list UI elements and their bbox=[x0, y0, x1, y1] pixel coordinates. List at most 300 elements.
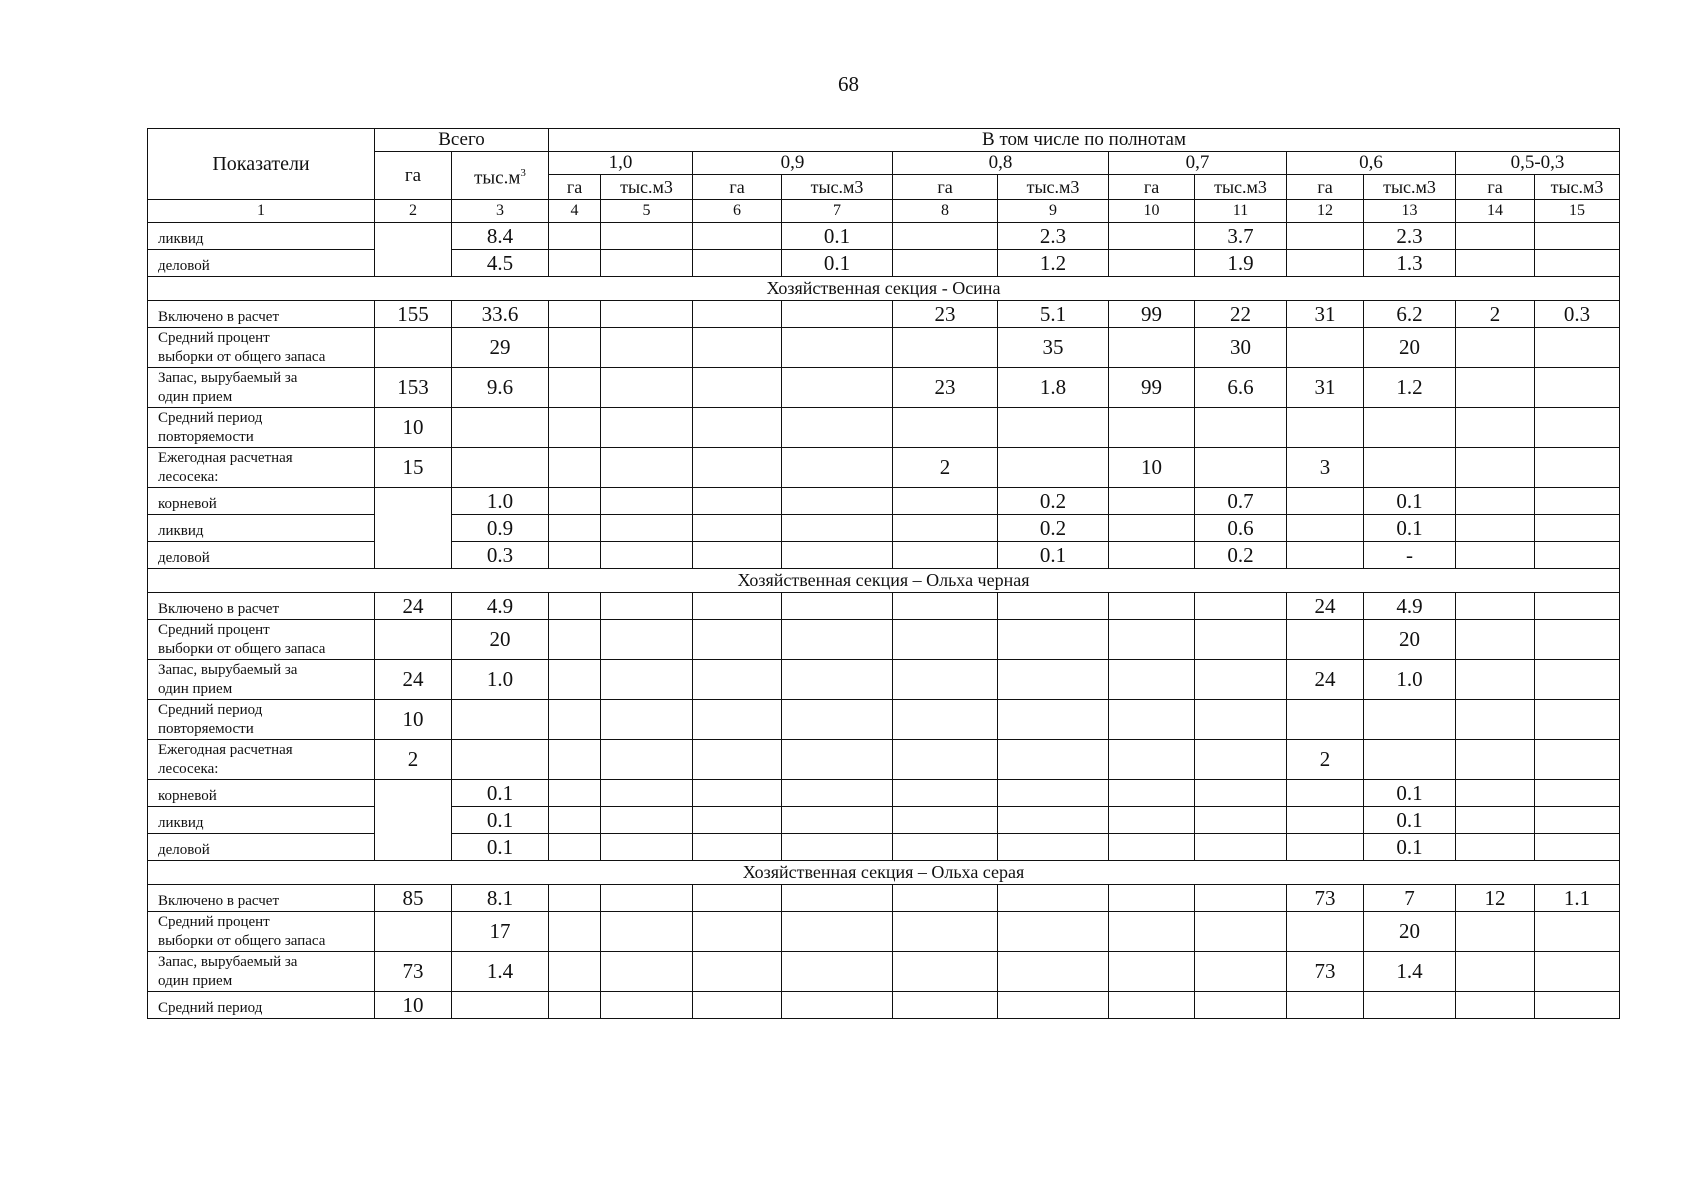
table-cell bbox=[1535, 488, 1620, 515]
table-cell bbox=[893, 660, 998, 700]
table-cell bbox=[1535, 448, 1620, 488]
table-cell bbox=[998, 780, 1109, 807]
table-cell: 0.1 bbox=[452, 807, 549, 834]
table-cell bbox=[1535, 834, 1620, 861]
column-number: 7 bbox=[782, 200, 893, 223]
table-cell bbox=[1456, 408, 1535, 448]
table-cell: 10 bbox=[1109, 448, 1195, 488]
header-density-4: 0,7 bbox=[1109, 152, 1287, 175]
table-cell bbox=[693, 620, 782, 660]
section-row bbox=[148, 277, 1620, 301]
table-row bbox=[148, 834, 1620, 861]
column-number: 1 bbox=[148, 200, 375, 223]
table-cell bbox=[549, 952, 601, 992]
table-cell bbox=[1535, 807, 1620, 834]
table-row bbox=[148, 250, 1620, 277]
table-cell bbox=[893, 408, 998, 448]
row-label: Средний процент выборки от общего запаса bbox=[148, 328, 375, 368]
table-cell bbox=[1456, 448, 1535, 488]
column-number: 3 bbox=[452, 200, 549, 223]
header-unit-m3: тыс.м3 bbox=[1195, 175, 1287, 200]
table-cell bbox=[601, 488, 693, 515]
table-cell: 30 bbox=[1195, 328, 1287, 368]
table-cell bbox=[1456, 368, 1535, 408]
table-cell bbox=[1456, 834, 1535, 861]
table-cell bbox=[1195, 700, 1287, 740]
table-cell: 0.1 bbox=[452, 780, 549, 807]
table-cell bbox=[601, 952, 693, 992]
table-cell bbox=[1364, 448, 1456, 488]
table-cell bbox=[1535, 780, 1620, 807]
table-cell bbox=[1287, 515, 1364, 542]
column-number: 15 bbox=[1535, 200, 1620, 223]
table-cell bbox=[693, 834, 782, 861]
table-cell: 24 bbox=[1287, 593, 1364, 620]
table-cell bbox=[601, 992, 693, 1019]
table-cell bbox=[375, 328, 452, 368]
table-cell bbox=[782, 780, 893, 807]
table-cell bbox=[1109, 488, 1195, 515]
table-cell bbox=[549, 593, 601, 620]
row-label: корневой bbox=[148, 488, 375, 515]
table-cell bbox=[782, 740, 893, 780]
table-cell bbox=[549, 368, 601, 408]
table-cell bbox=[1456, 807, 1535, 834]
row-label: деловой bbox=[148, 250, 375, 277]
table-cell: 20 bbox=[1364, 620, 1456, 660]
column-number: 9 bbox=[998, 200, 1109, 223]
row-label: ликвид bbox=[148, 223, 375, 250]
table-cell bbox=[375, 912, 452, 952]
table-cell: 0.1 bbox=[782, 250, 893, 277]
table-cell: 8.4 bbox=[452, 223, 549, 250]
table-cell bbox=[1109, 780, 1195, 807]
table-cell bbox=[782, 834, 893, 861]
table-cell bbox=[1109, 740, 1195, 780]
table-cell: 1.1 bbox=[1535, 885, 1620, 912]
table-cell bbox=[893, 488, 998, 515]
table-cell bbox=[601, 328, 693, 368]
table-cell bbox=[1287, 780, 1364, 807]
table-cell: 3.7 bbox=[1195, 223, 1287, 250]
table-row bbox=[148, 515, 1620, 542]
column-number: 8 bbox=[893, 200, 998, 223]
table-cell bbox=[893, 952, 998, 992]
table-cell bbox=[1109, 542, 1195, 569]
table-cell: 0.2 bbox=[998, 488, 1109, 515]
table-row bbox=[148, 223, 1620, 250]
table-cell bbox=[601, 834, 693, 861]
table-cell bbox=[998, 660, 1109, 700]
table-cell bbox=[1109, 992, 1195, 1019]
table-cell bbox=[549, 807, 601, 834]
table-cell bbox=[1195, 885, 1287, 912]
table-cell bbox=[549, 912, 601, 952]
table-cell bbox=[1535, 912, 1620, 952]
table-cell bbox=[893, 834, 998, 861]
header-unit-ha: га bbox=[1456, 175, 1535, 200]
table-cell bbox=[1535, 515, 1620, 542]
row-label: Включено в расчет bbox=[148, 885, 375, 912]
header-unit-ha: га bbox=[893, 175, 998, 200]
table-cell bbox=[1456, 912, 1535, 952]
table-cell bbox=[893, 223, 998, 250]
table-cell bbox=[375, 780, 452, 861]
table-cell bbox=[601, 223, 693, 250]
table-cell bbox=[601, 301, 693, 328]
header-density-6: 0,5-0,3 bbox=[1456, 152, 1620, 175]
table-cell bbox=[1287, 488, 1364, 515]
row-label: Ежегодная расчетная лесосека: bbox=[148, 740, 375, 780]
table-cell bbox=[1287, 250, 1364, 277]
table-cell bbox=[693, 660, 782, 700]
table-cell bbox=[1456, 250, 1535, 277]
table-cell bbox=[1109, 885, 1195, 912]
table-cell bbox=[998, 807, 1109, 834]
table-cell bbox=[1109, 700, 1195, 740]
table-cell bbox=[1109, 328, 1195, 368]
table-cell: 6.6 bbox=[1195, 368, 1287, 408]
table-cell: 85 bbox=[375, 885, 452, 912]
table-cell bbox=[893, 250, 998, 277]
table-cell: 17 bbox=[452, 912, 549, 952]
table-row bbox=[148, 912, 1620, 952]
section-row bbox=[148, 861, 1620, 885]
section-title: Хозяйственная секция - Осина bbox=[148, 277, 1620, 301]
row-label: деловой bbox=[148, 834, 375, 861]
row-label: Средний процент выборки от общего запаса bbox=[148, 620, 375, 660]
table-cell: 1.3 bbox=[1364, 250, 1456, 277]
table-cell: 20 bbox=[1364, 912, 1456, 952]
table-cell bbox=[782, 301, 893, 328]
column-number: 10 bbox=[1109, 200, 1195, 223]
table-cell: 1.4 bbox=[452, 952, 549, 992]
table-cell bbox=[1109, 660, 1195, 700]
table-cell bbox=[1535, 328, 1620, 368]
table-cell: 22 bbox=[1195, 301, 1287, 328]
header-unit-m3: тыс.м3 bbox=[998, 175, 1109, 200]
table-cell bbox=[1456, 488, 1535, 515]
table-cell: 155 bbox=[375, 301, 452, 328]
table-cell bbox=[893, 912, 998, 952]
header-density-1: 1,0 bbox=[549, 152, 693, 175]
table-cell bbox=[1287, 992, 1364, 1019]
table-cell bbox=[601, 660, 693, 700]
table-cell bbox=[1195, 912, 1287, 952]
table-cell bbox=[1195, 952, 1287, 992]
table-cell: 0.3 bbox=[452, 542, 549, 569]
table-cell bbox=[549, 834, 601, 861]
table-cell bbox=[601, 542, 693, 569]
header-unit-ha: га bbox=[1287, 175, 1364, 200]
header-indicators: Показатели bbox=[148, 129, 375, 200]
table-cell bbox=[998, 448, 1109, 488]
table-cell bbox=[693, 700, 782, 740]
table-cell bbox=[782, 952, 893, 992]
table-cell bbox=[1287, 620, 1364, 660]
table-cell: 10 bbox=[375, 992, 452, 1019]
table-row bbox=[148, 780, 1620, 807]
table-cell bbox=[549, 408, 601, 448]
row-label: Средний процент выборки от общего запаса bbox=[148, 912, 375, 952]
table-row bbox=[148, 542, 1620, 569]
table-cell: 0.1 bbox=[782, 223, 893, 250]
table-cell: 6.2 bbox=[1364, 301, 1456, 328]
table-cell bbox=[601, 593, 693, 620]
table-row bbox=[148, 448, 1620, 488]
table-cell bbox=[601, 780, 693, 807]
table-cell bbox=[1195, 807, 1287, 834]
table-cell: 7 bbox=[1364, 885, 1456, 912]
table-cell bbox=[693, 250, 782, 277]
table-cell bbox=[601, 912, 693, 952]
table-row bbox=[148, 301, 1620, 328]
header-total-ha: га bbox=[375, 152, 452, 200]
table-cell: 0.1 bbox=[998, 542, 1109, 569]
table-cell bbox=[1195, 834, 1287, 861]
table-cell bbox=[693, 885, 782, 912]
table-cell bbox=[1456, 515, 1535, 542]
table-cell: 29 bbox=[452, 328, 549, 368]
table-cell bbox=[1456, 740, 1535, 780]
table-cell bbox=[549, 515, 601, 542]
table-cell bbox=[375, 488, 452, 569]
table-cell bbox=[1109, 408, 1195, 448]
table-cell: 3 bbox=[1287, 448, 1364, 488]
column-number: 2 bbox=[375, 200, 452, 223]
table-cell bbox=[1109, 952, 1195, 992]
table-cell bbox=[1535, 593, 1620, 620]
table-cell: 31 bbox=[1287, 368, 1364, 408]
table-cell: 35 bbox=[998, 328, 1109, 368]
table-cell bbox=[601, 250, 693, 277]
table-cell bbox=[1195, 780, 1287, 807]
table-cell bbox=[782, 448, 893, 488]
column-number: 13 bbox=[1364, 200, 1456, 223]
header-density-3: 0,8 bbox=[893, 152, 1109, 175]
table-cell: 153 bbox=[375, 368, 452, 408]
cutting-table bbox=[147, 128, 1620, 1019]
table-cell bbox=[549, 488, 601, 515]
table-cell bbox=[1195, 593, 1287, 620]
table-cell: 1.2 bbox=[998, 250, 1109, 277]
table-cell bbox=[693, 515, 782, 542]
table-cell bbox=[1287, 834, 1364, 861]
table-cell bbox=[693, 328, 782, 368]
table-cell bbox=[452, 408, 549, 448]
table-cell bbox=[1456, 780, 1535, 807]
table-cell bbox=[782, 408, 893, 448]
table-cell: 1.4 bbox=[1364, 952, 1456, 992]
table-cell: 1.0 bbox=[452, 488, 549, 515]
table-cell bbox=[782, 542, 893, 569]
table-cell bbox=[693, 593, 782, 620]
table-cell bbox=[1535, 740, 1620, 780]
table-cell bbox=[1287, 542, 1364, 569]
table-cell bbox=[998, 992, 1109, 1019]
table-cell bbox=[693, 992, 782, 1019]
row-label: Включено в расчет bbox=[148, 593, 375, 620]
table-cell: 5.1 bbox=[998, 301, 1109, 328]
table-cell bbox=[893, 885, 998, 912]
table-cell bbox=[893, 780, 998, 807]
table-cell bbox=[1109, 834, 1195, 861]
table-cell bbox=[782, 885, 893, 912]
table-cell: 10 bbox=[375, 700, 452, 740]
table-cell bbox=[1287, 912, 1364, 952]
table-row bbox=[148, 593, 1620, 620]
table-cell bbox=[998, 700, 1109, 740]
table-cell bbox=[601, 368, 693, 408]
table-cell bbox=[601, 620, 693, 660]
table-cell bbox=[1535, 250, 1620, 277]
table-cell bbox=[1109, 250, 1195, 277]
table-row bbox=[148, 660, 1620, 700]
table-cell: 2 bbox=[1287, 740, 1364, 780]
column-number: 4 bbox=[549, 200, 601, 223]
table-cell: 99 bbox=[1109, 301, 1195, 328]
table-cell bbox=[1364, 700, 1456, 740]
table-cell bbox=[1456, 660, 1535, 700]
row-label: Средний период bbox=[148, 992, 375, 1019]
table-cell bbox=[782, 515, 893, 542]
table-cell bbox=[1535, 368, 1620, 408]
table-cell bbox=[601, 740, 693, 780]
table-cell bbox=[693, 807, 782, 834]
table-cell: 0.1 bbox=[1364, 807, 1456, 834]
table-cell: 0.9 bbox=[452, 515, 549, 542]
section-row bbox=[148, 569, 1620, 593]
table-cell bbox=[998, 740, 1109, 780]
table-cell bbox=[452, 740, 549, 780]
table-cell bbox=[1535, 223, 1620, 250]
table-cell: 9.6 bbox=[452, 368, 549, 408]
table-cell bbox=[693, 952, 782, 992]
table-cell bbox=[452, 992, 549, 1019]
table-cell bbox=[1456, 542, 1535, 569]
row-label: Средний период повторяемости bbox=[148, 408, 375, 448]
table-cell bbox=[893, 740, 998, 780]
table-cell bbox=[782, 488, 893, 515]
table-cell: 4.5 bbox=[452, 250, 549, 277]
table-cell bbox=[1287, 807, 1364, 834]
table-cell bbox=[601, 807, 693, 834]
table-cell bbox=[693, 542, 782, 569]
row-label: ликвид bbox=[148, 515, 375, 542]
table-cell: 4.9 bbox=[1364, 593, 1456, 620]
table-cell bbox=[782, 700, 893, 740]
table-cell bbox=[998, 885, 1109, 912]
table-cell bbox=[782, 593, 893, 620]
table-cell: 2 bbox=[893, 448, 998, 488]
table-cell bbox=[601, 885, 693, 912]
table-cell bbox=[549, 700, 601, 740]
table-cell bbox=[1364, 992, 1456, 1019]
table-cell bbox=[452, 448, 549, 488]
table-cell: 0.1 bbox=[452, 834, 549, 861]
table-cell bbox=[1364, 408, 1456, 448]
table-cell bbox=[549, 250, 601, 277]
table-cell: - bbox=[1364, 542, 1456, 569]
table-cell bbox=[1195, 408, 1287, 448]
table-cell bbox=[549, 542, 601, 569]
table-cell: 1.0 bbox=[1364, 660, 1456, 700]
table-cell: 33.6 bbox=[452, 301, 549, 328]
table-cell bbox=[1456, 593, 1535, 620]
column-number: 11 bbox=[1195, 200, 1287, 223]
table-cell bbox=[693, 912, 782, 952]
table-cell: 1.0 bbox=[452, 660, 549, 700]
column-number: 5 bbox=[601, 200, 693, 223]
header-total: Всего bbox=[375, 129, 549, 152]
table-cell bbox=[601, 408, 693, 448]
table-cell bbox=[549, 885, 601, 912]
row-label: Включено в расчет bbox=[148, 301, 375, 328]
table-cell: 2.3 bbox=[998, 223, 1109, 250]
table-cell bbox=[549, 620, 601, 660]
row-label: Запас, вырубаемый за один прием bbox=[148, 952, 375, 992]
table-cell bbox=[782, 660, 893, 700]
table-row bbox=[148, 408, 1620, 448]
table-cell: 0.1 bbox=[1364, 488, 1456, 515]
table-cell: 20 bbox=[1364, 328, 1456, 368]
table-cell bbox=[893, 700, 998, 740]
table-cell bbox=[693, 740, 782, 780]
table-cell: 24 bbox=[375, 593, 452, 620]
header-unit-ha: га bbox=[549, 175, 601, 200]
table-cell bbox=[693, 488, 782, 515]
table-cell bbox=[601, 515, 693, 542]
table-cell bbox=[1535, 620, 1620, 660]
table-cell: 0.1 bbox=[1364, 515, 1456, 542]
page-number: 68 bbox=[838, 72, 859, 96]
table-cell bbox=[601, 448, 693, 488]
table-row bbox=[148, 620, 1620, 660]
table-cell bbox=[375, 620, 452, 660]
column-number: 12 bbox=[1287, 200, 1364, 223]
table-cell bbox=[782, 912, 893, 952]
table-row bbox=[148, 488, 1620, 515]
table-cell bbox=[601, 700, 693, 740]
table-cell bbox=[1195, 448, 1287, 488]
table-cell: 1.2 bbox=[1364, 368, 1456, 408]
row-label: корневой bbox=[148, 780, 375, 807]
table-cell bbox=[998, 593, 1109, 620]
table-cell: 1.8 bbox=[998, 368, 1109, 408]
table-cell: 0.3 bbox=[1535, 301, 1620, 328]
row-label: ликвид bbox=[148, 807, 375, 834]
table-cell bbox=[893, 807, 998, 834]
table-cell bbox=[549, 992, 601, 1019]
table-cell bbox=[549, 448, 601, 488]
table-row bbox=[148, 992, 1620, 1019]
row-label: деловой bbox=[148, 542, 375, 569]
header-unit-m3: тыс.м3 bbox=[782, 175, 893, 200]
table-cell: 23 bbox=[893, 368, 998, 408]
column-number: 14 bbox=[1456, 200, 1535, 223]
table-cell bbox=[893, 542, 998, 569]
table-cell bbox=[893, 515, 998, 542]
table-cell bbox=[998, 834, 1109, 861]
table-cell bbox=[1456, 992, 1535, 1019]
table-cell: 0.1 bbox=[1364, 834, 1456, 861]
table-cell bbox=[1364, 740, 1456, 780]
table-row bbox=[148, 368, 1620, 408]
table-cell bbox=[1195, 740, 1287, 780]
table-cell bbox=[693, 368, 782, 408]
table-cell: 4.9 bbox=[452, 593, 549, 620]
table-cell bbox=[693, 780, 782, 807]
